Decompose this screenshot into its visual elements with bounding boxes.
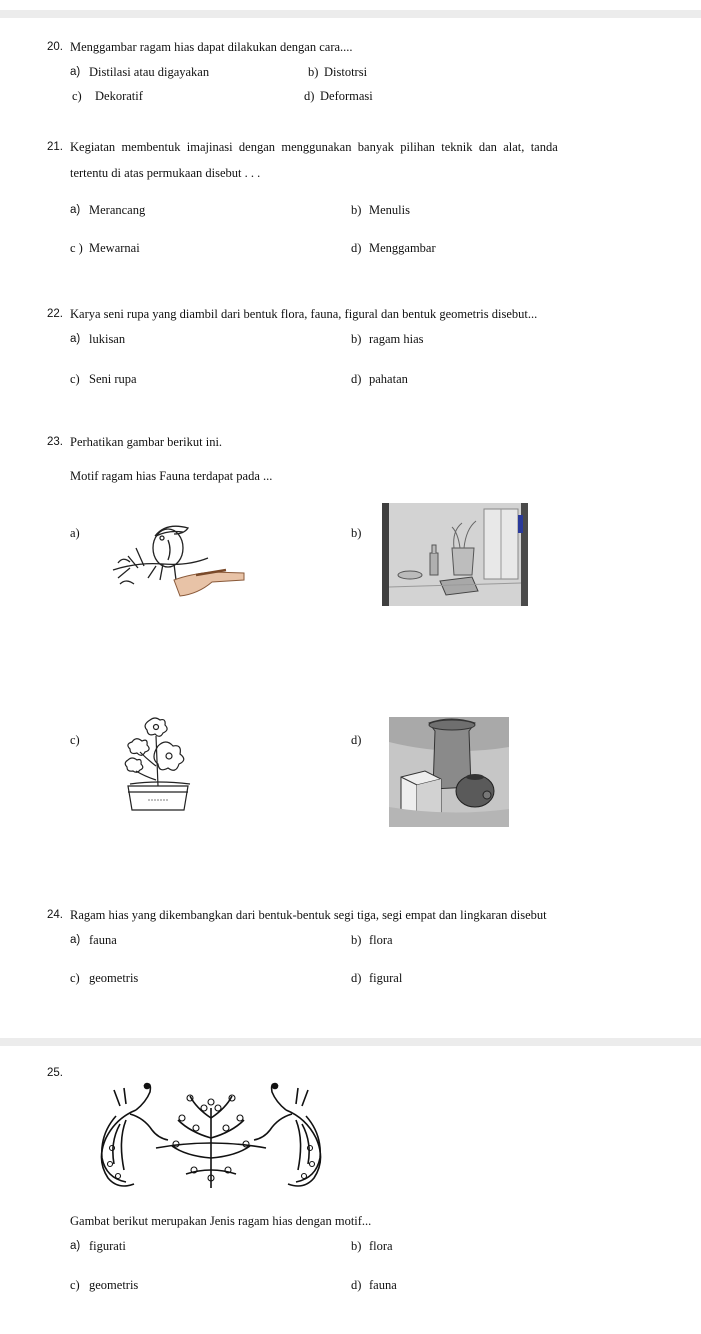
option-c-label: c) xyxy=(70,971,80,985)
question-text-line-2: tertentu di atas permukaan disebut . . . xyxy=(70,166,261,180)
page-separator-middle xyxy=(0,1038,701,1046)
question-text: Menggambar ragam hias dapat dilakukan dengan cara.... xyxy=(70,40,353,54)
option-a-text: lukisan xyxy=(89,332,126,346)
option-b-label: b) xyxy=(351,526,362,540)
question-number: 23. xyxy=(47,436,63,448)
option-b-text: Distotrsi xyxy=(324,65,368,79)
option-a-label: a) xyxy=(70,934,81,946)
option-c-text: geometris xyxy=(89,971,139,985)
pottery-cube-sketch-image xyxy=(389,717,509,827)
option-d-label: d) xyxy=(304,89,315,103)
option-d-text: Deformasi xyxy=(320,89,373,103)
option-d-text: figural xyxy=(369,971,403,985)
option-d-label: d) xyxy=(351,1278,362,1292)
option-c-label: c ) xyxy=(70,241,83,255)
option-b-label: b) xyxy=(308,65,319,79)
option-d-label: d) xyxy=(351,971,362,985)
question-number: 20. xyxy=(47,41,63,53)
option-a-text: fauna xyxy=(89,933,117,947)
option-b-text: flora xyxy=(369,1239,393,1253)
still-life-sketch-image xyxy=(382,503,528,606)
option-d-text: fauna xyxy=(369,1278,397,1292)
option-b-label: b) xyxy=(351,933,362,947)
option-a-label: a) xyxy=(70,333,81,345)
option-b-label: b) xyxy=(351,1239,362,1253)
option-c-label: c) xyxy=(72,89,82,103)
option-b-text: ragam hias xyxy=(369,332,424,346)
question-text: Perhatikan gambar berikut ini. xyxy=(70,435,223,449)
option-d-label: d) xyxy=(351,241,362,255)
option-c-label: c) xyxy=(70,733,80,747)
question-text: Ragam hias yang dikembangkan dari bentuk-bentuk segi tiga, segi empat dan lingkaran disebut xyxy=(70,908,547,922)
question-number: 21. xyxy=(47,141,63,153)
option-c-text: Seni rupa xyxy=(89,372,137,386)
option-d-text: pahatan xyxy=(369,372,408,386)
option-a-text: figurati xyxy=(89,1239,126,1253)
option-d-text: Menggambar xyxy=(369,241,436,255)
option-b-label: b) xyxy=(351,203,362,217)
page-separator-top xyxy=(0,10,701,18)
option-b-text: Menulis xyxy=(369,203,410,217)
question-text: Karya seni rupa yang diambil dari bentuk flora, fauna, figural dan bentuk geometris disebut... xyxy=(70,307,538,321)
flower-pot-drawing-image xyxy=(110,716,206,818)
question-number: 22. xyxy=(47,308,63,320)
option-c-text: Mewarnai xyxy=(89,241,140,255)
option-c-label: c) xyxy=(70,1278,80,1292)
option-c-label: c) xyxy=(70,372,80,386)
peacock-ornament-image xyxy=(86,1078,336,1196)
question-text: Gambat berikut merupakan Jenis ragam hias dengan motif... xyxy=(70,1214,372,1228)
option-b-text: flora xyxy=(369,933,393,947)
option-b-label: b) xyxy=(351,332,362,346)
option-a-text: Merancang xyxy=(89,203,146,217)
hornbill-drawing-image xyxy=(108,518,248,600)
option-c-text: geometris xyxy=(89,1278,139,1292)
option-a-label: a) xyxy=(70,526,80,540)
option-d-label: d) xyxy=(351,372,362,386)
option-d-label: d) xyxy=(351,733,362,747)
option-c-text: Dekoratif xyxy=(95,89,143,103)
option-a-label: a) xyxy=(70,1240,81,1252)
question-text-line-1: Kegiatan membentuk imajinasi dengan menggunakan banyak pilihan teknik dan alat, tanda xyxy=(70,140,558,154)
option-a-label: a) xyxy=(70,66,81,78)
question-number: 25. xyxy=(47,1067,63,1079)
question-subtext: Motif ragam hias Fauna terdapat pada ... xyxy=(70,469,273,483)
question-number: 24. xyxy=(47,909,63,921)
option-a-text: Distilasi atau digayakan xyxy=(89,65,210,79)
option-a-label: a) xyxy=(70,204,81,216)
